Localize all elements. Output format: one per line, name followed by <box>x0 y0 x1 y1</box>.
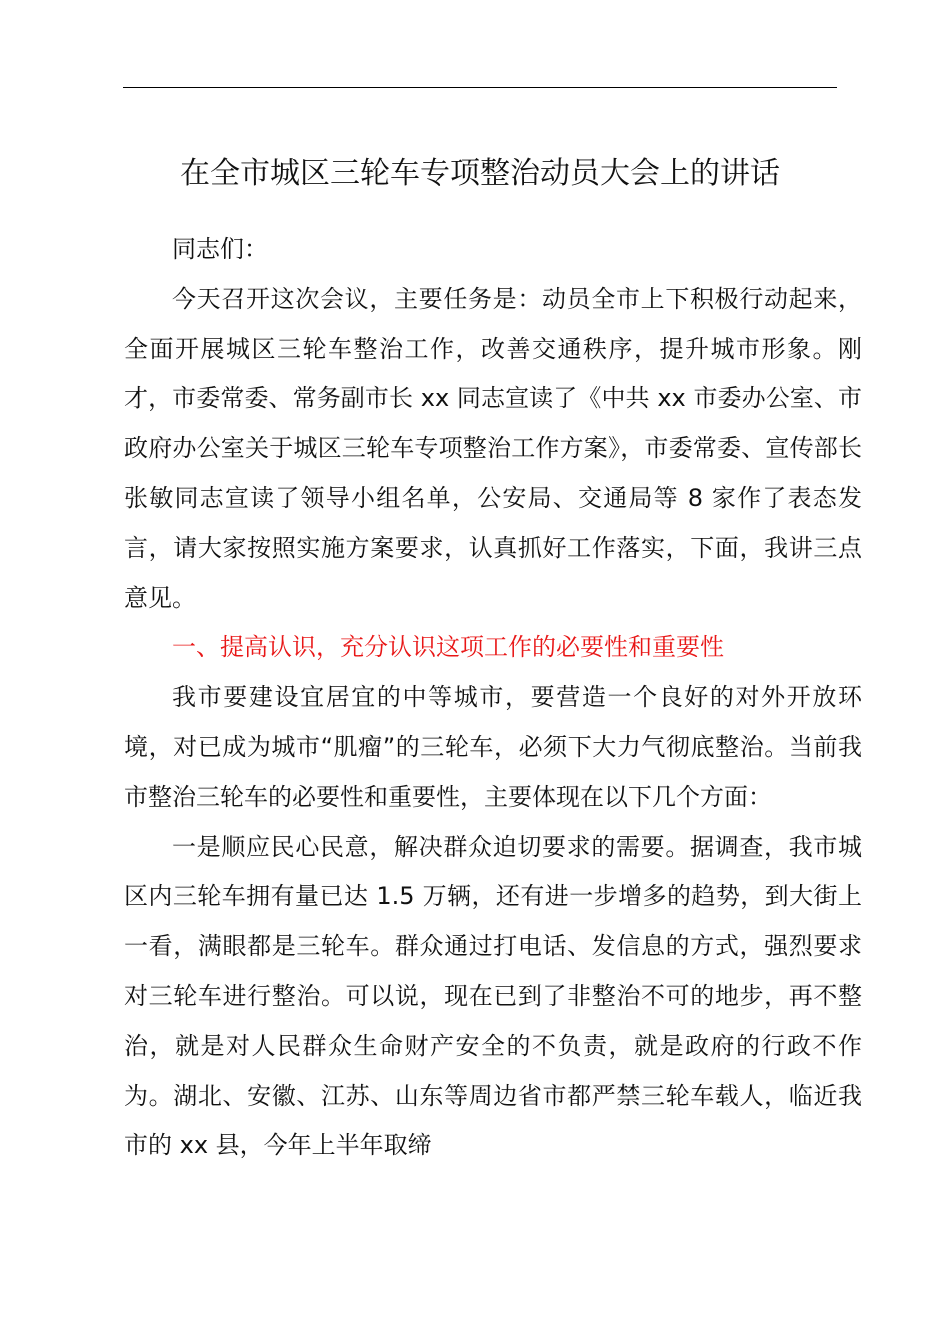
section-heading: 一、提高认识，充分认识这项工作的必要性和重要性 <box>172 633 724 662</box>
salutation: 同志们： <box>172 235 268 263</box>
document-title: 在全市城区三轮车专项整治动员大会上的讲话 <box>180 156 780 191</box>
header-rule <box>123 87 837 88</box>
paragraph-section-intro: 我市要建设宜居宜的中等城市，要营造一个良好的对外开放环境，对已成为城市“肌瘤”的三轮车，必须下大力气彻底整治。当前我市整治三轮车的必要性和重要性，主要体现在以下几个方面： <box>124 683 862 811</box>
paragraph-intro: 今天召开这次会议，主要任务是：动员全市上下积极行动起来，全面开展城区三轮车整治工作，改善交通秩序，提升城市形象。刚才，市委常委、常务副市长 xx 同志宣读了《中共 xx 市委办公室、市政府办公室关于城区三轮车专项整治工作方案》，市委常委、宣传部长张敏同志宣读了领导小组名单，公安局、交通局等 8 家作了表态发言，请大家按照实施方案要求，认真抓好工作落实，下面，我讲三点意见。 <box>124 284 862 612</box>
paragraph-point-one: 一是顺应民心民意，解决群众迫切要求的需要。据调查，我市城区内三轮车拥有量已达 1.5 万辆，还有进一步增多的趋势，到大街上一看，满眼都是三轮车。群众通过打电话、发信息的方式，强烈要求对三轮车进行整治。可以说，现在已到了非整治不可的地步，再不整治，就是对人民群众生命财产安全的不负责，就是政府的行政不作为。湖北、安徽、江苏、山东等周边省市都严禁三轮车载人，临近我市的 xx 县，今年上半年取缔 <box>124 832 862 1160</box>
document-body <box>124 225 862 1171</box>
